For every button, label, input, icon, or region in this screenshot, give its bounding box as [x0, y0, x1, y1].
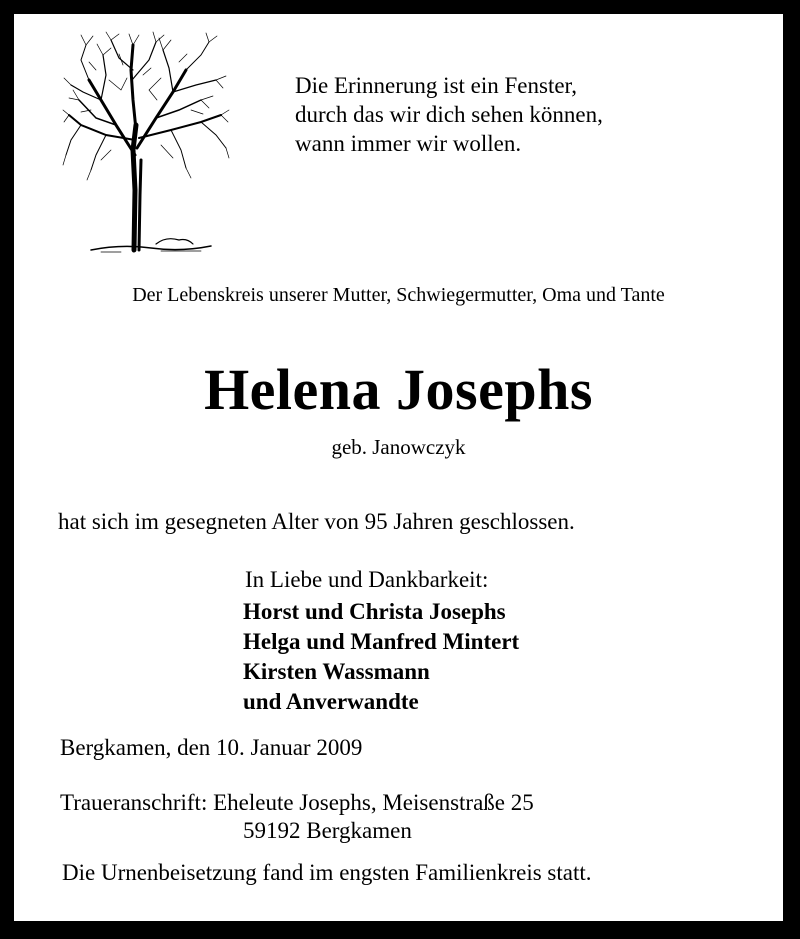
mourner-name: Helga und Manfred Mintert	[243, 629, 520, 654]
thanks-line: In Liebe und Dankbarkeit:	[245, 567, 489, 592]
memorial-quote	[295, 71, 603, 158]
mourner-name: Horst und Christa Josephs	[243, 599, 506, 624]
bare-tree-icon	[61, 30, 231, 254]
age-statement: hat sich im gesegneten Alter von 95 Jahren geschlossen.	[58, 509, 575, 534]
quote-line: Die Erinnerung ist ein Fenster,	[295, 73, 578, 98]
address-label: Traueranschrift:	[60, 790, 208, 815]
obituary-notice	[14, 14, 783, 921]
mourning-address	[60, 789, 534, 845]
mourners-list	[243, 597, 519, 717]
mourner-name: Kirsten Wassmann	[243, 659, 430, 684]
birth-name: geb. Janowczyk	[331, 435, 466, 459]
address-line: Eheleute Josephs, Meisenstraße 25	[213, 790, 534, 815]
quote-line: durch das wir dich sehen können,	[295, 102, 603, 127]
place-date: Bergkamen, den 10. Januar 2009	[60, 735, 363, 760]
intro-text: Der Lebenskreis unserer Mutter, Schwiegermutter, Oma und Tante	[132, 284, 665, 306]
deceased-name: Helena Josephs	[204, 357, 593, 422]
burial-note: Die Urnenbeisetzung fand im engsten Familienkreis statt.	[62, 860, 592, 885]
mourner-name: und Anverwandte	[243, 689, 419, 714]
quote-line: wann immer wir wollen.	[295, 131, 522, 156]
address-line: 59192 Bergkamen	[243, 818, 412, 843]
